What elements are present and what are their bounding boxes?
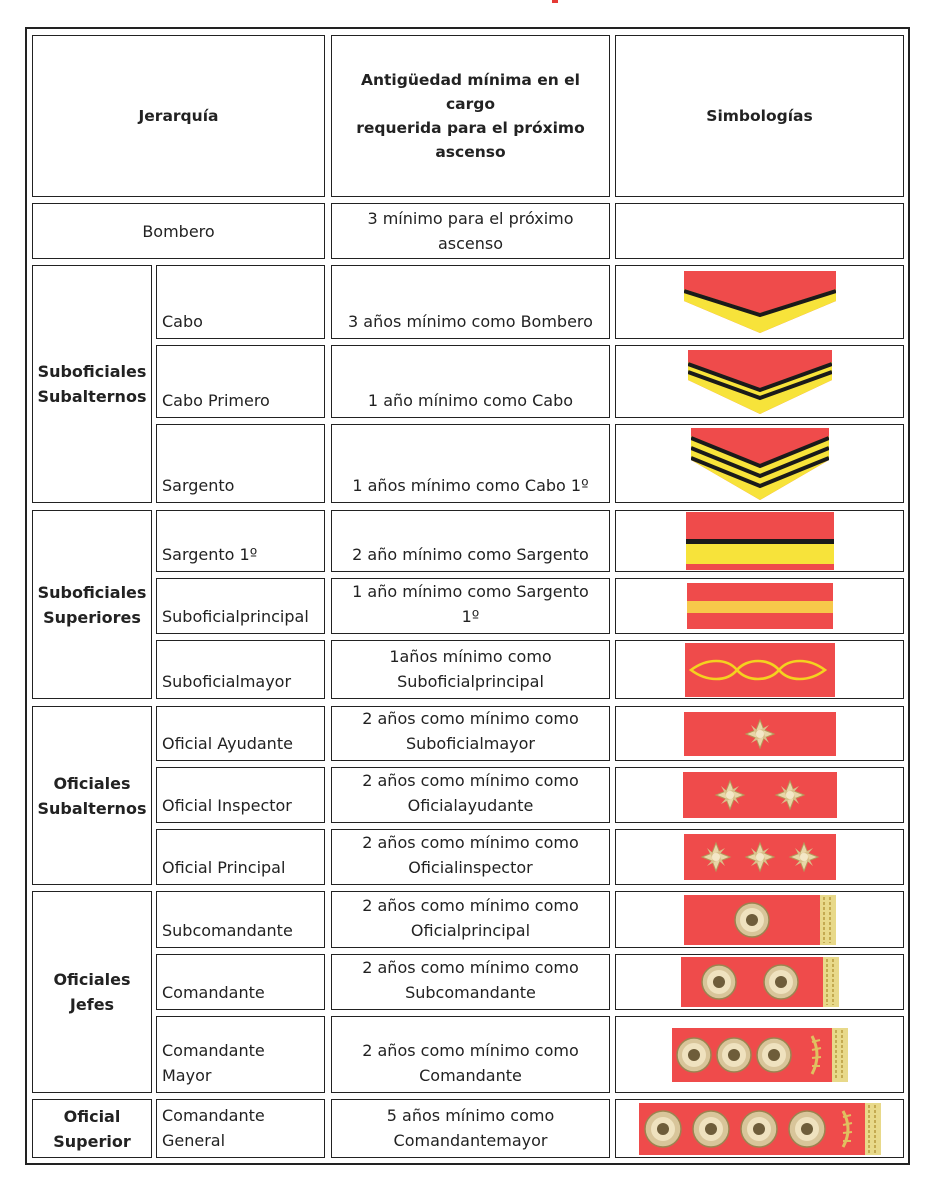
rank-requirement: 2 años como mínimo como — [362, 709, 579, 728]
rank-name-cell — [156, 891, 325, 948]
rank-requirement-cell — [331, 706, 610, 761]
bombero-requirement-line: ascenso — [437, 234, 504, 253]
insignia-cell — [615, 954, 904, 1010]
rank-requirement-cell — [331, 265, 610, 339]
chevron-2-insignia-icon — [688, 350, 832, 414]
rank-name: Suboficialmayor — [162, 672, 292, 691]
group-label: Oficiales — [53, 970, 131, 989]
insignia-cell — [615, 345, 904, 418]
rank-requirement: 1 año mínimo como Sargento — [352, 582, 589, 601]
rank-name: Sargento 1º — [162, 545, 258, 564]
emblem-4-insignia-icon — [639, 1103, 881, 1155]
rank-name: Cabo — [162, 312, 203, 331]
bar-black-stripe-insignia-icon — [686, 512, 834, 570]
rank-requirement-cell — [331, 424, 610, 503]
rank-requirement: 3 años mínimo como Bombero — [348, 312, 593, 331]
header-hierarchy — [32, 35, 325, 197]
rank-name: Comandante — [162, 1041, 265, 1060]
rank-requirement: Subcomandante — [405, 983, 536, 1002]
rank-requirement: 2 años como mínimo como — [362, 771, 579, 790]
group-cell — [32, 510, 152, 699]
rank-requirement-cell — [331, 578, 610, 634]
rank-name-cell — [156, 424, 325, 503]
insignia-cell — [615, 424, 904, 503]
rank-requirement-cell — [331, 829, 610, 885]
rank-name: Oficial Ayudante — [162, 734, 293, 753]
rank-requirement: Comandante — [419, 1066, 522, 1085]
rank-name: Cabo Primero — [162, 391, 270, 410]
rank-name: Subcomandante — [162, 921, 293, 940]
header-symbols — [615, 35, 904, 197]
rank-requirement: Comandantemayor — [393, 1131, 548, 1150]
rank-name: Comandante — [162, 983, 265, 1002]
group-cell — [32, 891, 152, 1093]
header-hierarchy-label: Jerarquía — [138, 107, 219, 125]
bar-yellow-stripe-insignia-icon — [687, 583, 833, 629]
rank-requirement-cell — [331, 767, 610, 823]
insignia-cell — [615, 510, 904, 572]
header-seniority-line: Antigüedad mínima en el — [360, 71, 580, 89]
bar-loops-insignia-icon — [685, 643, 835, 697]
rank-name-cell — [156, 706, 325, 761]
insignia-cell — [615, 640, 904, 699]
rank-name: Suboficialprincipal — [162, 607, 309, 626]
rank-name-cell — [156, 345, 325, 418]
rank-requirement-cell — [331, 891, 610, 948]
rank-requirement: 1º — [461, 607, 480, 626]
group-cell — [32, 1099, 152, 1158]
rank-name: Mayor — [162, 1066, 212, 1085]
group-label: Suboficiales — [37, 362, 147, 381]
rank-requirement: Suboficialmayor — [405, 734, 536, 753]
sun-3-insignia-icon — [684, 834, 836, 880]
rank-name: Oficial Principal — [162, 858, 286, 877]
red-top-mark — [552, 0, 558, 3]
rank-name-cell — [156, 640, 325, 699]
group-label: Jefes — [69, 995, 115, 1014]
insignia-cell — [615, 829, 904, 885]
rank-requirement: Oficialprincipal — [410, 921, 531, 940]
rank-requirement: 2 año mínimo como Sargento — [352, 545, 589, 564]
rank-requirement: 2 años como mínimo como — [362, 833, 579, 852]
group-label: Oficiales — [53, 773, 131, 793]
bombero-symbol-cell — [615, 203, 904, 259]
insignia-cell — [615, 265, 904, 339]
group-cell — [32, 706, 152, 885]
rank-requirement: 2 años como mínimo como — [362, 896, 579, 915]
insignia-cell — [615, 706, 904, 761]
rank-requirement: 1 año mínimo como Cabo — [367, 391, 574, 410]
rank-name-cell — [156, 1099, 325, 1158]
rank-name-cell — [156, 829, 325, 885]
rank-requirement: Suboficialprincipal — [397, 672, 544, 691]
rank-requirement-cell — [331, 1099, 610, 1158]
bombero-rank-cell — [32, 203, 325, 259]
header-seniority — [331, 35, 610, 197]
bombero-requirement-line: 3 mínimo para el próximo — [367, 209, 574, 228]
rank-requirement: 2 años como mínimo como — [362, 958, 579, 977]
group-cell — [32, 265, 152, 503]
rank-requirement: Oficialayudante — [407, 796, 534, 815]
insignia-cell — [615, 891, 904, 948]
rank-requirement-cell — [331, 640, 610, 699]
rank-requirement-cell — [331, 345, 610, 418]
header-seniority-line: requerida para el próximo — [356, 119, 585, 137]
group-label: Subalternos — [37, 387, 147, 406]
sun-2-insignia-icon — [683, 772, 837, 818]
group-label: Oficial — [63, 1106, 121, 1126]
bombero-requirement-cell — [331, 203, 610, 259]
group-label: Superiores — [43, 607, 141, 627]
sun-1-insignia-icon — [684, 712, 836, 756]
emblem-1-insignia-icon — [684, 895, 836, 945]
emblem-2-insignia-icon — [681, 957, 839, 1007]
rank-name: Sargento — [162, 476, 235, 495]
rank-requirement: 5 años mínimo como — [386, 1106, 555, 1125]
rank-name-cell — [156, 265, 325, 339]
rank-requirement: 2 años como mínimo como — [362, 1041, 579, 1060]
chevron-1-insignia-icon — [684, 271, 836, 333]
group-label: Suboficiales — [37, 582, 147, 602]
header-symbols-label: Simbologías — [706, 107, 813, 125]
group-label: Superior — [53, 1131, 131, 1151]
rank-name: Oficial Inspector — [162, 796, 292, 815]
rank-name-cell — [156, 954, 325, 1010]
rank-requirement: 1años mínimo como — [389, 647, 552, 666]
group-label: Subalternos — [37, 798, 147, 818]
rank-name-cell — [156, 767, 325, 823]
rank-requirement-cell — [331, 1016, 610, 1093]
header-seniority-line: ascenso — [435, 143, 506, 161]
rank-requirement: Oficialinspector — [408, 858, 533, 877]
insignia-cell — [615, 1099, 904, 1158]
insignia-cell — [615, 1016, 904, 1093]
insignia-cell — [615, 578, 904, 634]
rank-requirement-cell — [331, 510, 610, 572]
rank-name-cell — [156, 510, 325, 572]
rank-name: General — [162, 1131, 226, 1150]
bombero-rank-name: Bombero — [142, 221, 215, 241]
rank-name: Comandante — [162, 1106, 265, 1125]
rank-requirement-cell — [331, 954, 610, 1010]
emblem-3-insignia-icon — [672, 1028, 848, 1082]
rank-name-cell — [156, 1016, 325, 1093]
rank-requirement: 1 años mínimo como Cabo 1º — [352, 476, 589, 495]
insignia-cell — [615, 767, 904, 823]
rank-name-cell — [156, 578, 325, 634]
chevron-3-insignia-icon — [691, 428, 829, 500]
header-seniority-line: cargo — [445, 95, 496, 113]
